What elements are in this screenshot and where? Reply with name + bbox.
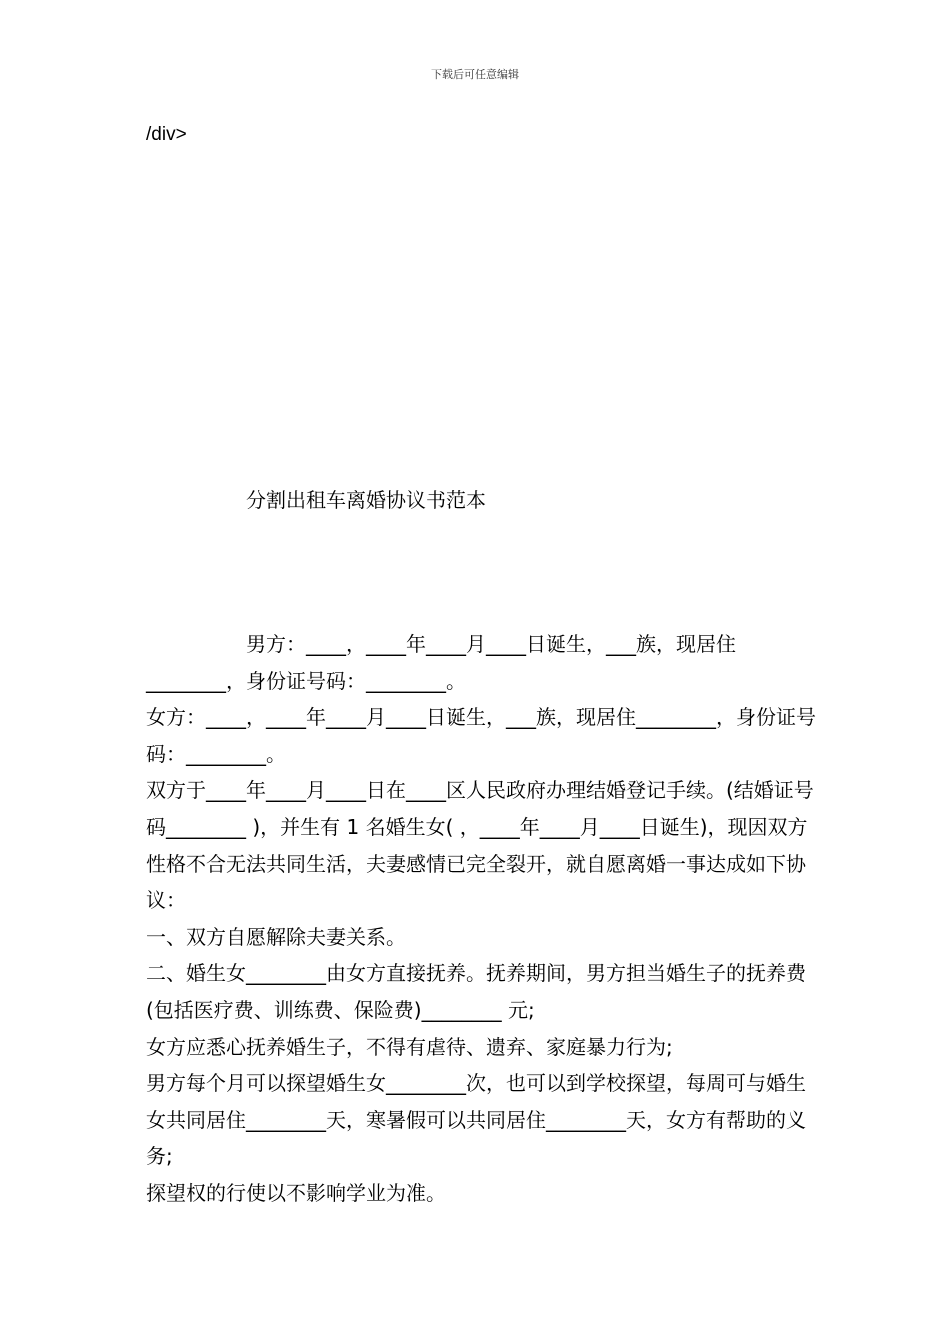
paragraph-husband-info: 男方：____，____年____月____日诞生，___族，现居住________，身份证号码：________。: [146, 632, 736, 693]
clause-child-custody: 二、婚生女________由女方直接抚养。抚养期间，男方担当婚生子的抚养费(包括医疗费、训练费、保险费)________ 元;: [146, 961, 806, 1022]
stray-markup-text: /div>: [146, 124, 187, 145]
document-body: [146, 626, 818, 1212]
clause-care-duty: 女方应悉心抚养婚生子，不得有虐待、遗弃、家庭暴力行为;: [146, 1034, 673, 1059]
page-header-note: 下载后可任意编辑: [431, 68, 519, 81]
clause-visitation: 男方每个月可以探望婚生女________次，也可以到学校探望，每周可与婚生女共同居住________天，寒暑假可以共同居住________天，女方有帮助的义务;: [146, 1071, 806, 1169]
clause-visitation-limit: 探望权的行使以不影响学业为准。: [146, 1180, 446, 1205]
document-title: 分割出租车离婚协议书范本: [246, 488, 486, 512]
paragraph-wife-info: 女方：____，____年____月____日诞生，___族，现居住________，身份证号码：________。: [146, 705, 816, 766]
clause-dissolve-marriage: 一、双方自愿解除夫妻关系。: [146, 924, 406, 949]
paragraph-marriage-info: 双方于____年____月____日在____区人民政府办理结婚登记手续。(结婚证号码________ )，并生有 1 名婚生女( ，____年____月____日诞生)，现因双方性格不合无法共同生活，夫妻感情已完全裂开，就自愿离婚一事达成如下协议：: [146, 778, 814, 913]
